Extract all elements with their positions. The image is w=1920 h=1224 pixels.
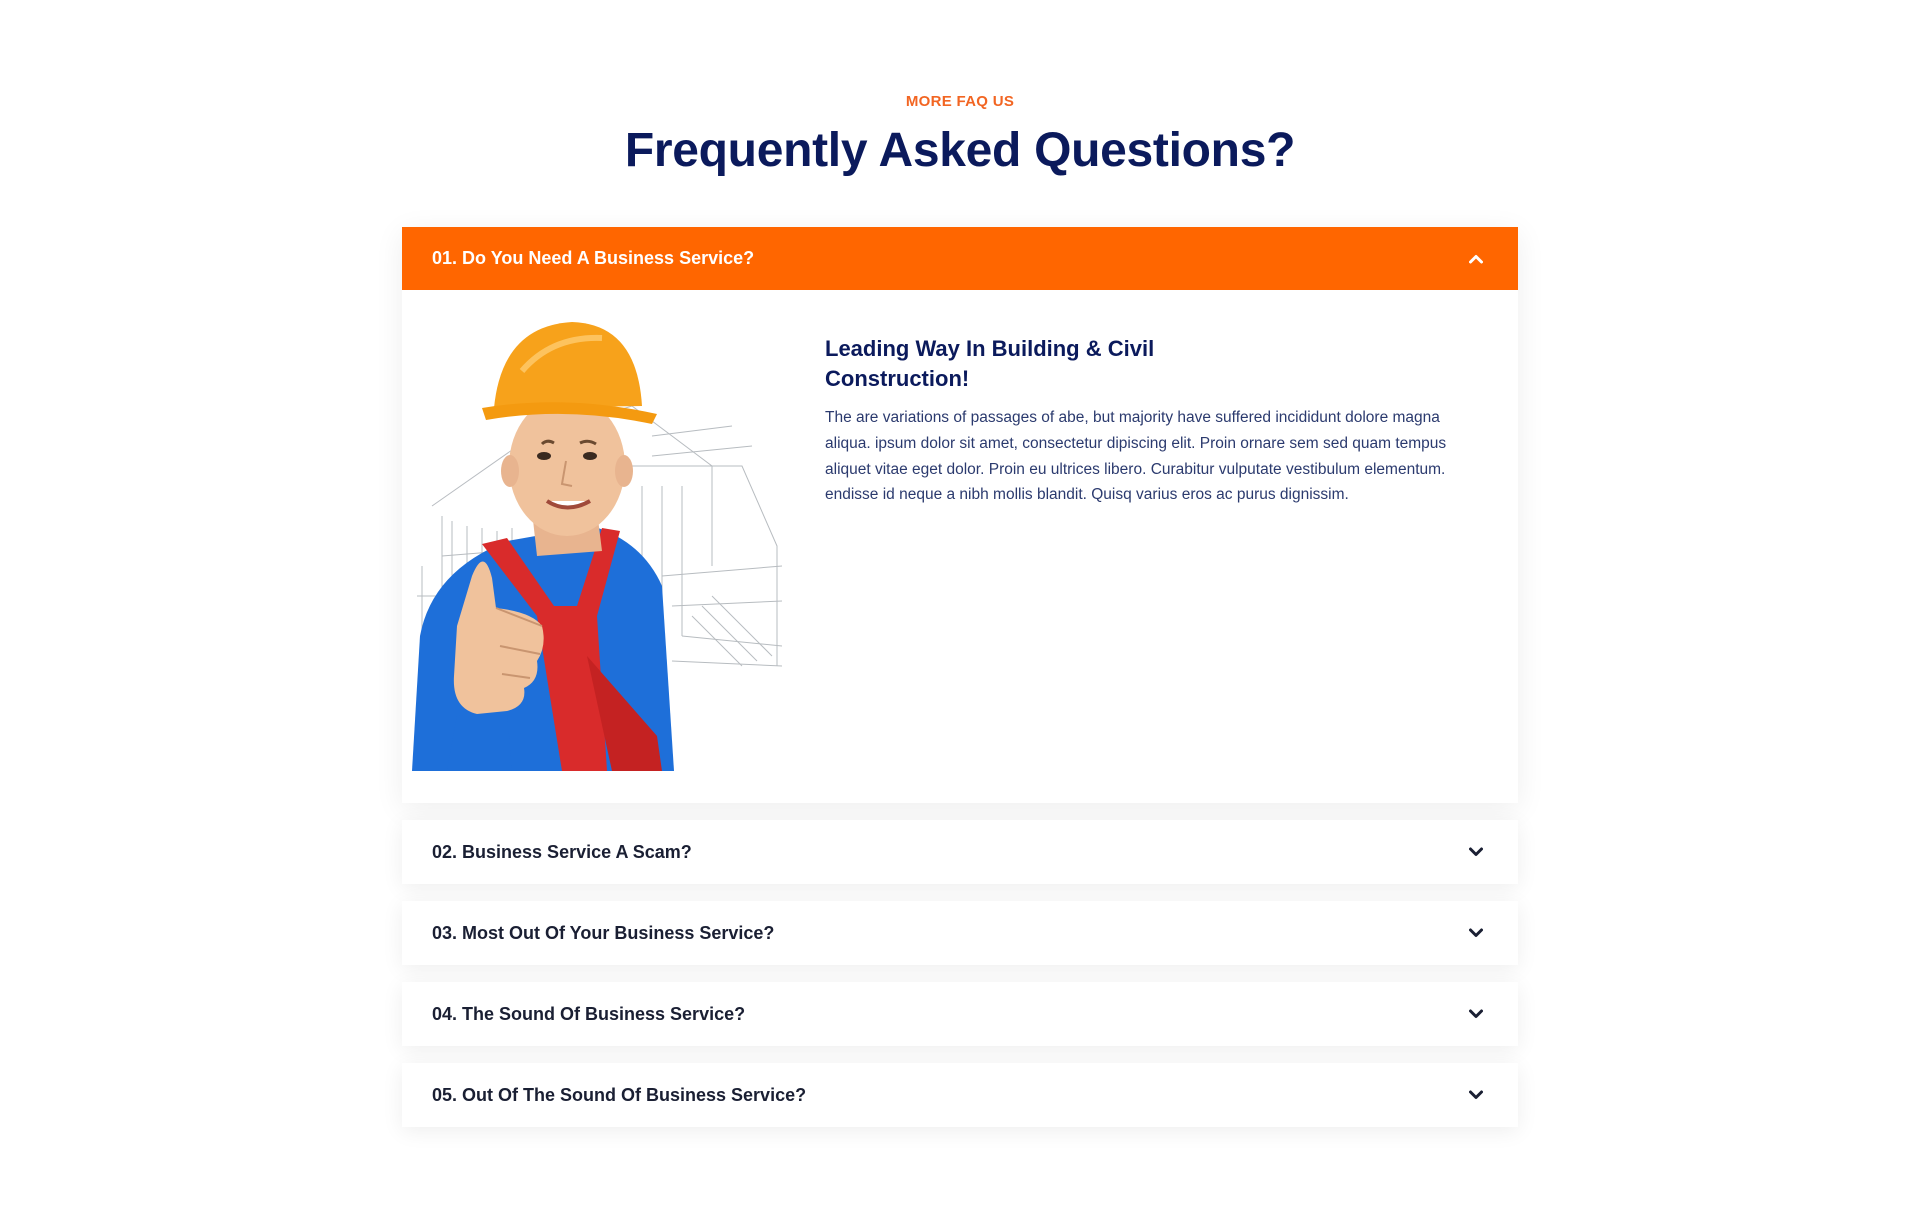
faq-question: 01. Do You Need A Business Service? xyxy=(432,248,755,268)
faq-item-4[interactable] xyxy=(402,982,1518,1046)
faq-item-3[interactable] xyxy=(402,901,1518,965)
answer-title: Leading Way In Building & Civil Construction! xyxy=(825,336,1155,391)
faq-answer xyxy=(825,334,1455,508)
answer-text: The are variations of passages of abe, but majority have suffered incididunt dolore magna aliqua. ipsum dolor sit amet, consectetur dipiscing elit. Proin ornare sem sed quam tempus aliquet vitae eget dolor. Proin eu ultrices libero. Curabitur vulputate vestibulum elementum. endisse id neque a nibh mollis blandit. Quisq varius eros ac purus dignissim. xyxy=(825,409,1447,504)
faq-accordion xyxy=(402,227,1518,1127)
faq-question: 05. Out Of The Sound Of Business Service? xyxy=(432,1084,807,1105)
faq-item-2[interactable] xyxy=(402,820,1518,884)
chevron-down-icon[interactable] xyxy=(1466,923,1486,943)
faq-question: 03. Most Out Of Your Business Service? xyxy=(432,922,775,943)
chevron-down-icon[interactable] xyxy=(1466,1085,1486,1105)
faq-item-1-header[interactable] xyxy=(402,227,1518,290)
section-eyebrow: MORE FAQ US xyxy=(905,93,1015,110)
chevron-down-icon[interactable] xyxy=(1466,842,1486,862)
section-title: Frequently Asked Questions? xyxy=(624,124,1296,177)
faq-question: 02. Business Service A Scam? xyxy=(432,841,692,862)
chevron-up-icon[interactable] xyxy=(1466,249,1486,269)
faq-question: 04. The Sound Of Business Service? xyxy=(432,1003,746,1024)
worker-photo xyxy=(412,316,782,771)
chevron-down-icon[interactable] xyxy=(1466,1004,1486,1024)
faq-item-1 xyxy=(402,227,1518,803)
faq-item-1-panel xyxy=(402,290,1518,803)
faq-item-5[interactable] xyxy=(402,1063,1518,1127)
